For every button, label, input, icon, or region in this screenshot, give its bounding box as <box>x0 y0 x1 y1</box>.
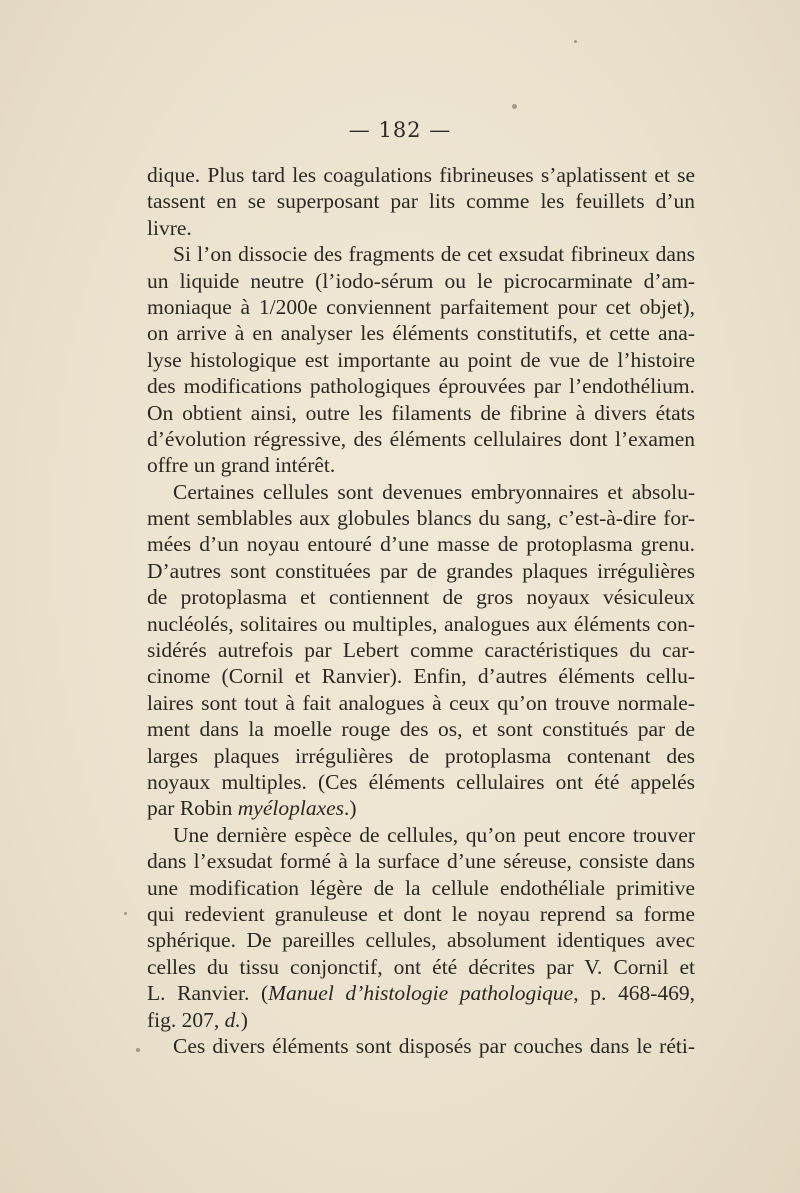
body-text <box>147 162 695 1059</box>
line-text: L. Ranvier. ( <box>147 981 269 1006</box>
line-text: On obtient ainsi, outre les filaments de fibrine à divers états <box>147 400 695 425</box>
line-text: fig. 207, <box>147 1007 225 1032</box>
line-text: noyaux multiples. (Ces éléments cellulaires ont été appelés <box>147 769 695 794</box>
line-text: d’évolution régressive, des éléments cellulaires dont l’examen <box>147 426 695 451</box>
line-text-after: .) <box>344 796 357 821</box>
text-line <box>147 426 695 452</box>
text-line <box>147 690 695 716</box>
line-text: celles du tissu conjonctif, ont été décrites par V. Cornil et <box>147 954 695 979</box>
text-line <box>147 637 695 663</box>
text-line <box>147 927 695 953</box>
line-text: ment dans la moelle rouge des os, et sont constitués par de <box>147 717 695 742</box>
text-line <box>147 215 695 241</box>
line-text: Certaines cellules sont devenues embryonnaires et absolu- <box>173 479 695 504</box>
line-text: moniaque à 1/200e conviennent parfaitement pour cet objet), <box>147 294 695 319</box>
text-line <box>147 822 695 848</box>
text-line <box>147 980 695 1006</box>
text-line <box>147 795 695 821</box>
text-line <box>147 479 695 505</box>
line-text: des modifications pathologiques éprouvées par l’endothélium. <box>147 374 695 399</box>
text-line <box>147 241 695 267</box>
line-text: D’autres sont constituées par de grandes plaques irrégulières <box>147 558 695 583</box>
text-line <box>147 875 695 901</box>
line-text: lyse histologique est importante au point de vue de l’histoire <box>147 347 695 372</box>
line-text: dans l’exsudat formé à la surface d’une séreuse, consiste dans <box>147 849 695 874</box>
line-text: offre un grand intérêt. <box>147 453 336 478</box>
line-text: un liquide neutre (l’iodo-sérum ou le picrocarminate d’am- <box>147 268 695 293</box>
line-text: Ces divers éléments sont disposés par couches dans le réti- <box>173 1033 695 1058</box>
line-text: on arrive à en analyser les éléments constitutifs, et cette ana- <box>147 321 695 346</box>
text-line <box>147 769 695 795</box>
line-text-after: , p. 468-469, <box>573 981 695 1006</box>
text-line <box>147 320 695 346</box>
line-text: par Robin <box>147 796 238 821</box>
line-text: sidérés autrefois par Lebert comme caractéristiques du car- <box>147 638 695 663</box>
line-text: cinome (Cornil et Ranvier). Enfin, d’autres éléments cellu- <box>147 664 695 689</box>
text-line <box>147 954 695 980</box>
line-text: tassent en se superposant par lits comme les feuillets d’un <box>147 189 695 214</box>
text-line <box>147 1007 695 1033</box>
text-line <box>147 452 695 478</box>
text-line <box>147 294 695 320</box>
text-line <box>147 558 695 584</box>
text-line <box>147 505 695 531</box>
text-line <box>147 611 695 637</box>
line-text: une modification légère de la cellule endothéliale primitive <box>147 875 695 900</box>
ink-speck <box>512 104 517 109</box>
ink-speck <box>574 40 577 43</box>
italic-text: d. <box>224 1007 241 1032</box>
line-text: sphérique. De pareilles cellules, absolument identiques avec <box>147 928 695 953</box>
text-line <box>147 1033 695 1059</box>
text-line <box>147 584 695 610</box>
line-text: Une dernière espèce de cellules, qu’on peut encore trouver <box>173 822 695 847</box>
text-line <box>147 716 695 742</box>
line-text: nucléolés, solitaires ou multiples, analogues aux éléments con- <box>147 611 695 636</box>
page-number: — 182 — <box>348 118 452 142</box>
line-text: laires sont tout à fait analogues à ceux qu’on trouve normale- <box>147 690 695 715</box>
ink-speck <box>136 1048 140 1052</box>
text-line <box>147 347 695 373</box>
text-line <box>147 663 695 689</box>
line-text-after: ) <box>240 1007 248 1032</box>
ink-speck <box>124 912 127 915</box>
text-line <box>147 162 695 188</box>
text-line <box>147 743 695 769</box>
line-text: livre. <box>147 215 192 240</box>
line-text: de protoplasma et contiennent de gros noyaux vésiculeux <box>147 585 695 610</box>
text-line <box>147 373 695 399</box>
text-line <box>147 400 695 426</box>
text-line <box>147 188 695 214</box>
italic-text: myéloplaxes <box>237 796 345 821</box>
text-line <box>147 848 695 874</box>
line-text: larges plaques irrégulières de protoplasma contenant des <box>147 743 695 768</box>
text-line <box>147 268 695 294</box>
line-text: qui redevient granuleuse et dont le noyau reprend sa forme <box>147 901 695 926</box>
text-line <box>147 901 695 927</box>
text-line <box>147 531 695 557</box>
line-text: Si l’on dissocie des fragments de cet exsudat fibrineux dans <box>173 242 695 267</box>
italic-text: Manuel d’histologie pathologique <box>268 981 574 1006</box>
line-text: dique. Plus tard les coagulations fibrineuses s’aplatissent et se <box>147 163 695 187</box>
line-text: ment semblables aux globules blancs du sang, c’est-à-dire for- <box>147 506 695 531</box>
line-text: mées d’un noyau entouré d’une masse de protoplasma grenu. <box>147 532 695 557</box>
